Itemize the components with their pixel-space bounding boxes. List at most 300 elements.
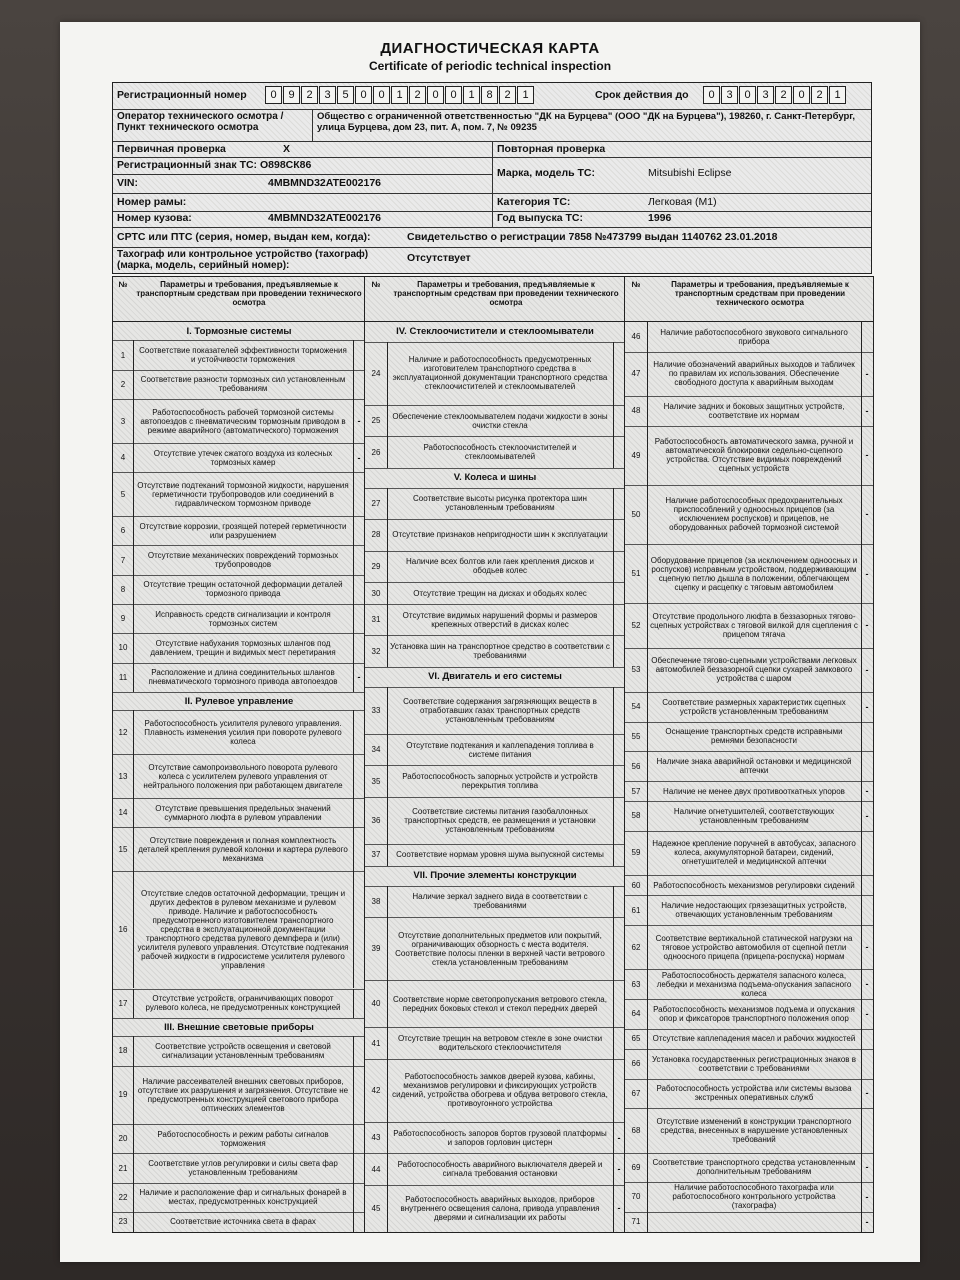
item-requirement: Оснащение транспортных средств исправными ремнями безопасности bbox=[665, 727, 843, 746]
repeat-check-label: Повторная проверка bbox=[497, 143, 606, 155]
cell-divider bbox=[353, 1183, 354, 1212]
srts-value: Свидетельство о регистрации 7858 №473799 выдан 1140762 23.01.2018 bbox=[407, 231, 778, 243]
body-value: 4MBMND32ATE002176 bbox=[268, 212, 382, 224]
column-header-params: Параметры и требования, предъявляемые к транспортным средствам при проведении технического осмотра bbox=[133, 277, 365, 322]
cell-divider bbox=[647, 781, 648, 801]
item-result-mark: - bbox=[357, 452, 361, 463]
item-number: 63 bbox=[631, 979, 641, 989]
cell-divider bbox=[861, 1153, 862, 1183]
make-model-value: Mitsubishi Eclipse bbox=[648, 167, 732, 179]
item-requirement: Соответствие высоты рисунка протектора шин установленным требованиям bbox=[413, 494, 587, 513]
operator-label: Оператор технического осмотра / Пункт технического осмотра bbox=[113, 109, 313, 141]
column-header-number: № bbox=[113, 277, 133, 322]
item-requirement bbox=[647, 1212, 861, 1232]
item-number: 60 bbox=[631, 880, 641, 890]
cell-divider bbox=[613, 687, 614, 734]
cell-divider bbox=[613, 980, 614, 1027]
cell-divider bbox=[133, 1124, 134, 1153]
item-requirement: Работоспособность запорных устройств и устройств перекрытия топлива bbox=[402, 772, 598, 791]
cell-divider bbox=[133, 754, 134, 798]
cell-divider bbox=[861, 801, 862, 831]
item-number: 15 bbox=[118, 844, 128, 854]
item-requirement: Соответствие устройств освещения и световой сигнализации установленным требованиям bbox=[155, 1041, 331, 1060]
item-requirement: Работоспособность запоров бортов грузовой платформы и запоров горловин цистерн bbox=[393, 1128, 607, 1147]
item-result-mark: - bbox=[865, 368, 869, 379]
item-number: 33 bbox=[371, 705, 381, 715]
item-requirement: Наличие огнетушителей, соответствующих установленным требованиям bbox=[673, 806, 835, 825]
item-number: 45 bbox=[371, 1203, 381, 1213]
cell-divider bbox=[353, 663, 354, 692]
digit-box: 2 bbox=[409, 86, 426, 104]
year-label: Год выпуска ТС: bbox=[497, 212, 583, 224]
cell-divider bbox=[133, 575, 134, 604]
item-number: 71 bbox=[631, 1217, 641, 1227]
cell-divider bbox=[353, 754, 354, 798]
cell-divider bbox=[133, 989, 134, 1018]
item-result-mark: - bbox=[865, 786, 869, 797]
item-result-mark: - bbox=[617, 1132, 621, 1143]
digit-box: 1 bbox=[463, 86, 480, 104]
item-number: 67 bbox=[631, 1088, 641, 1098]
item-result-mark: - bbox=[357, 672, 361, 683]
digit-box: 2 bbox=[811, 86, 828, 104]
item-number: 28 bbox=[371, 530, 381, 540]
cell-divider bbox=[387, 635, 388, 666]
cell-divider bbox=[861, 751, 862, 781]
cell-divider bbox=[861, 485, 862, 544]
cell-divider bbox=[861, 1079, 862, 1109]
cell-divider bbox=[613, 604, 614, 635]
cell-divider bbox=[387, 405, 388, 436]
cell-divider bbox=[647, 485, 648, 544]
cell-divider bbox=[353, 1124, 354, 1153]
item-result-mark bbox=[861, 831, 873, 875]
cell-divider bbox=[353, 633, 354, 662]
cell-divider bbox=[353, 472, 354, 516]
cell-divider bbox=[387, 342, 388, 405]
cell-divider bbox=[647, 1029, 648, 1049]
section-heading: IV. Стеклоочистители и стеклоомыватели bbox=[396, 326, 594, 338]
column-header-number: № bbox=[625, 277, 647, 322]
cell-divider bbox=[613, 1153, 614, 1184]
cell-divider bbox=[647, 895, 648, 925]
cell-divider bbox=[647, 1049, 648, 1079]
item-number: 16 bbox=[118, 925, 128, 935]
item-number: 29 bbox=[371, 561, 381, 571]
item-number: 2 bbox=[120, 379, 126, 389]
item-requirement: Наличие недостающих грязезащитных устройств, отвечающих установленным требованиям bbox=[661, 901, 847, 920]
cell-divider bbox=[353, 443, 354, 472]
item-requirement: Обеспечение тягово-сцепными устройствами легковых автомобилей беззазорной сцепки сухарей замкового устройства с шаром bbox=[651, 656, 857, 684]
item-requirement: Работоспособность аварийного выключателя дверей и сигнала требования остановки bbox=[397, 1160, 603, 1178]
item-number: 61 bbox=[631, 905, 641, 915]
cell-divider bbox=[861, 322, 862, 352]
category-cell bbox=[493, 194, 869, 211]
cell-divider bbox=[353, 1036, 354, 1065]
section-heading: V. Колеса и шины bbox=[453, 472, 537, 484]
digit-box: 2 bbox=[499, 86, 516, 104]
section-heading: II. Рулевое управление bbox=[184, 695, 294, 707]
cell-divider bbox=[133, 1212, 134, 1232]
item-requirement: Отсутствие набухания тормозных шлангов под давлением, трещин и видимых мест перетирания bbox=[150, 638, 336, 657]
item-number: 6 bbox=[120, 526, 126, 536]
section-heading: VII. Прочие элементы конструкции bbox=[413, 870, 577, 882]
item-number: 11 bbox=[118, 672, 128, 682]
make-model-cell bbox=[493, 157, 869, 193]
item-result-mark: - bbox=[865, 1191, 869, 1202]
cell-divider bbox=[613, 1059, 614, 1122]
item-requirement: Работоспособность автоматического замка, ручной и автоматической блокировки седельно-сцепного устройства. Отсутствие видимых повреждений сцепных устройств bbox=[654, 437, 854, 474]
item-number: 37 bbox=[371, 850, 381, 860]
reg-number-digits bbox=[265, 86, 535, 104]
item-requirement: Отсутствие повреждения и полная комплектность деталей крепления рулевой колонки и картера рулевого механизма bbox=[138, 835, 348, 863]
cell-divider bbox=[647, 603, 648, 647]
cell-divider bbox=[613, 734, 614, 765]
cell-divider bbox=[387, 1122, 388, 1153]
item-number: 31 bbox=[371, 615, 381, 625]
cell-divider bbox=[613, 797, 614, 844]
cell-divider bbox=[647, 751, 648, 781]
item-number: 7 bbox=[120, 555, 126, 565]
plate-make-row bbox=[113, 157, 871, 193]
primary-check-label: Первичная проверка bbox=[117, 143, 226, 155]
cell-divider bbox=[387, 1059, 388, 1122]
item-requirement: Обеспечение стеклоомывателем подачи жидкости в зоны очистки стекла bbox=[392, 411, 608, 430]
cell-divider bbox=[133, 604, 134, 633]
item-requirement: Наличие и работоспособность предусмотренных изготовителем транспортного средства в эксплуатационной документации транспортного средства стеклоочистителей и стеклоомывателей bbox=[392, 355, 608, 392]
item-result-mark bbox=[861, 322, 873, 352]
cell-divider bbox=[647, 801, 648, 831]
item-number: 57 bbox=[631, 786, 641, 796]
item-number: 66 bbox=[631, 1059, 641, 1069]
item-requirement: Работоспособность рабочей тормозной системы автопоездов с пневматическим тормозным приводом в режиме аварийного (автоматического) торможения bbox=[140, 407, 346, 435]
item-result-mark: - bbox=[865, 568, 869, 579]
tacho-value: Отсутствует bbox=[407, 252, 471, 264]
cell-divider bbox=[133, 1183, 134, 1212]
cell-divider bbox=[613, 765, 614, 796]
cell-divider bbox=[647, 831, 648, 875]
cell-divider bbox=[387, 582, 388, 604]
cell-divider bbox=[387, 980, 388, 1027]
cell-divider bbox=[387, 519, 388, 550]
item-result-mark bbox=[861, 1108, 873, 1152]
item-number: 26 bbox=[371, 447, 381, 457]
item-requirement: Отсутствие превышения предельных значений суммарного люфта в рулевом управлении bbox=[155, 803, 331, 822]
cell-divider bbox=[387, 844, 388, 866]
item-number: 9 bbox=[120, 614, 126, 624]
item-number: 41 bbox=[371, 1038, 381, 1048]
item-result-mark: - bbox=[865, 701, 869, 712]
cell-divider bbox=[387, 604, 388, 635]
item-number: 59 bbox=[631, 848, 641, 858]
cell-divider bbox=[387, 551, 388, 582]
item-number: 64 bbox=[631, 1009, 641, 1019]
item-result-mark bbox=[861, 875, 873, 895]
cell-divider bbox=[133, 663, 134, 692]
item-requirement: Отсутствие утечек сжатого воздуха из колесных тормозных камер bbox=[153, 448, 333, 467]
cell-divider bbox=[353, 989, 354, 1018]
item-requirement: Наличие всех болтов или гаек крепления дисков и ободьев колес bbox=[406, 557, 594, 576]
item-requirement: Соответствие показателей эффективности торможения и устойчивости торможения bbox=[139, 346, 347, 365]
cell-divider bbox=[647, 692, 648, 722]
make-model-label: Марка, модель ТС: bbox=[497, 167, 596, 179]
item-number: 10 bbox=[118, 643, 128, 653]
frame-label: Номер рамы: bbox=[113, 194, 493, 211]
cell-divider bbox=[353, 1212, 354, 1232]
column-header-params: Параметры и требования, предъявляемые к транспортным средствам при проведении технического осмотра bbox=[387, 277, 625, 322]
cell-divider bbox=[353, 1153, 354, 1182]
item-number: 65 bbox=[631, 1034, 641, 1044]
column-divider bbox=[624, 277, 625, 1232]
item-requirement: Работоспособность механизмов подъема и опускания опор и фиксаторов транспортного положения опор bbox=[653, 1004, 855, 1023]
item-number: 42 bbox=[371, 1085, 381, 1095]
cell-divider bbox=[861, 722, 862, 752]
item-number: 38 bbox=[371, 896, 381, 906]
cell-divider bbox=[647, 396, 648, 426]
item-requirement: Работоспособность усилителя рулевого управления. Плавность изменения усилия при повороте рулевого колеса bbox=[144, 718, 342, 746]
item-requirement: Исправность средств сигнализации и контроля тормозных систем bbox=[155, 609, 331, 628]
cell-divider bbox=[353, 545, 354, 574]
item-number: 48 bbox=[631, 406, 641, 416]
item-number: 35 bbox=[371, 776, 381, 786]
item-number: 34 bbox=[371, 745, 381, 755]
item-requirement: Работоспособность держателя запасного колеса, лебедки и механизма подъема-опускания запасного колеса bbox=[656, 970, 852, 998]
cell-divider bbox=[353, 399, 354, 443]
cell-divider bbox=[647, 426, 648, 485]
digit-box: 0 bbox=[739, 86, 756, 104]
cell-divider bbox=[613, 519, 614, 550]
operator-row bbox=[113, 109, 871, 142]
cell-divider bbox=[861, 875, 862, 895]
reg-number-label: Регистрационный номер bbox=[117, 89, 247, 101]
cell-divider bbox=[613, 342, 614, 405]
item-number: 5 bbox=[120, 489, 126, 499]
digit-box: 0 bbox=[445, 86, 462, 104]
item-number: 44 bbox=[371, 1164, 381, 1174]
item-requirement: Наличие знака аварийной остановки и медицинской аптечки bbox=[656, 757, 852, 776]
item-result-mark: - bbox=[865, 1008, 869, 1019]
valid-until-digits bbox=[703, 86, 847, 104]
year-value: 1996 bbox=[648, 212, 672, 224]
digit-box: 0 bbox=[793, 86, 810, 104]
item-number: 51 bbox=[631, 569, 641, 579]
item-requirement: Работоспособность механизмов регулировки сидений bbox=[653, 880, 855, 890]
item-number: 8 bbox=[120, 584, 126, 594]
item-requirement: Работоспособность стеклоочистителей и стеклоомывателей bbox=[423, 443, 577, 462]
cell-divider bbox=[647, 969, 648, 999]
item-number: 3 bbox=[120, 416, 126, 426]
reg-sign-cell bbox=[113, 157, 493, 175]
cell-divider bbox=[133, 1036, 134, 1065]
item-requirement: Соответствие системы питания газобаллонных транспортных средств, ее размещения и установки установленным требованиям bbox=[404, 807, 596, 834]
cell-divider bbox=[133, 340, 134, 369]
reg-number-row bbox=[113, 83, 871, 110]
digit-box: 3 bbox=[721, 86, 738, 104]
cell-divider bbox=[133, 798, 134, 827]
item-result-mark bbox=[861, 1049, 873, 1079]
primary-check-mark: X bbox=[283, 143, 291, 155]
item-requirement: Оборудование прицепов (за исключением одноосных и роспусков) исправным устройством, поддерживающим сцепную петлю дышла в положении, облегчающем сцепку и расцепку с тяговым автомобилем bbox=[650, 555, 858, 592]
digit-box: 1 bbox=[391, 86, 408, 104]
item-requirement: Отсутствие трещин на дисках и ободьях колес bbox=[413, 588, 587, 598]
cell-divider bbox=[133, 516, 134, 545]
item-result-mark: - bbox=[865, 1162, 869, 1173]
item-requirement: Отсутствие трещин остаточной деформации деталей тормозного привода bbox=[143, 580, 343, 599]
item-requirement: Соответствие норме светопропускания ветрового стекла, передних боковых стекол и стекол передних дверей bbox=[393, 994, 607, 1013]
item-requirement: Соответствие вертикальной статической нагрузки на тяговое устройство автомобиля от сцепной петли одноосного прицепа (прицепа-роспуска) нормам bbox=[655, 933, 853, 961]
document-title: ДИАГНОСТИЧЕСКАЯ КАРТА bbox=[380, 40, 600, 57]
cell-divider bbox=[647, 1108, 648, 1152]
cell-divider bbox=[387, 687, 388, 734]
cell-divider bbox=[613, 1027, 614, 1058]
column-header-params: Параметры и требования, предъявляемые к транспортным средствам при проведении технического осмотра bbox=[647, 277, 873, 322]
item-number: 22 bbox=[118, 1192, 128, 1202]
section-heading: VI. Двигатель и его системы bbox=[428, 671, 562, 683]
item-requirement: Соответствие транспортного средства установленным дополнительным требованиям bbox=[652, 1158, 856, 1177]
item-number: 70 bbox=[631, 1192, 641, 1202]
digit-box: 3 bbox=[757, 86, 774, 104]
cell-divider bbox=[861, 1029, 862, 1049]
item-result-mark: - bbox=[865, 1216, 869, 1227]
cell-divider bbox=[353, 798, 354, 827]
cell-divider bbox=[387, 1153, 388, 1184]
item-requirement: Отсутствие дополнительных предметов или покрытий, ограничивающих обзорность с места водителя. Соответствие полосы пленки в верхней части ветрового стекла установленным требованиям bbox=[395, 930, 605, 967]
item-number: 12 bbox=[118, 727, 128, 737]
body-label: Номер кузова: bbox=[117, 212, 192, 224]
cell-divider bbox=[353, 1066, 354, 1125]
cell-divider bbox=[387, 1027, 388, 1058]
item-number: 32 bbox=[371, 646, 381, 656]
item-requirement: Надежное крепление поручней в автобусах, запасного колеса, аккумуляторной батареи, сидений, огнетушителей и медицинской аптечки bbox=[652, 839, 856, 867]
cell-divider bbox=[133, 472, 134, 516]
item-number: 56 bbox=[631, 761, 641, 771]
item-number: 54 bbox=[631, 702, 641, 712]
cell-divider bbox=[387, 734, 388, 765]
digit-box: 8 bbox=[481, 86, 498, 104]
item-requirement: Наличие не менее двух противооткатных упоров bbox=[663, 786, 845, 796]
srts-label: СРТС или ПТС (серия, номер, выдан кем, когда): bbox=[117, 231, 371, 243]
digit-box: 9 bbox=[283, 86, 300, 104]
item-number: 52 bbox=[631, 620, 641, 630]
item-requirement: Наличие обозначений аварийных выходов и табличек по правилам их использования. Обеспечение свободного доступа к аварийным выходам bbox=[653, 360, 855, 388]
item-number: 18 bbox=[118, 1046, 128, 1056]
item-number: 62 bbox=[631, 942, 641, 952]
valid-until-label: Срок действия до bbox=[595, 89, 689, 101]
cell-divider bbox=[613, 405, 614, 436]
body-row bbox=[113, 210, 871, 228]
cell-divider bbox=[133, 710, 134, 754]
digit-box: 1 bbox=[829, 86, 846, 104]
item-requirement: Соответствие углов регулировки и силы света фар установленным требованиям bbox=[148, 1159, 338, 1178]
item-requirement: Соответствие содержания загрязняющих веществ в отработавших газах транспортных средств установленным требованиям bbox=[403, 696, 597, 724]
item-result-mark: - bbox=[617, 1164, 621, 1174]
cell-divider bbox=[353, 827, 354, 871]
item-number: 49 bbox=[631, 450, 641, 460]
digit-box: 1 bbox=[517, 86, 534, 104]
item-requirement: Расположение и длина соединительных шлангов пневматического тормозного привода автопоездов bbox=[148, 668, 338, 687]
cell-divider bbox=[861, 352, 862, 396]
cell-divider bbox=[861, 692, 862, 722]
item-result-mark: - bbox=[865, 509, 869, 520]
item-requirement: Работоспособность устройства или системы вызова экстренных оперативных служб bbox=[656, 1084, 852, 1103]
cell-divider bbox=[353, 871, 354, 988]
item-requirement: Установка государственных регистрационных знаков в соответствии с требованиями bbox=[651, 1054, 857, 1073]
cell-divider bbox=[133, 370, 134, 399]
tacho-label: Тахограф или контрольное устройство (тахограф) (марка, модель, серийный номер): bbox=[117, 249, 369, 271]
item-number: 21 bbox=[118, 1163, 128, 1173]
item-result-mark: - bbox=[865, 405, 869, 416]
cell-divider bbox=[613, 551, 614, 582]
cell-divider bbox=[613, 886, 614, 917]
section-heading: III. Внешние световые приборы bbox=[164, 1021, 314, 1033]
item-requirement: Отсутствие механических повреждений тормозных трубопроводов bbox=[147, 551, 339, 570]
item-result-mark bbox=[861, 722, 873, 752]
digit-box: 0 bbox=[427, 86, 444, 104]
item-requirement: Отсутствие подтекания и каплепадения топлива в системе питания bbox=[406, 740, 594, 759]
item-requirement: Работоспособность замков дверей кузова, кабины, механизмов регулировки и фиксирующих устройств сидений, устройства обогрева и обдува ветрового стекла, противоугонного устройства bbox=[392, 1072, 608, 1109]
item-requirement: Отсутствие трещин на ветровом стекле в зоне очистки водительского стеклоочистителя bbox=[397, 1034, 603, 1053]
item-result-mark: - bbox=[865, 810, 869, 821]
cell-divider bbox=[613, 635, 614, 666]
item-requirement: Наличие и расположение фар и сигнальных фонарей в местах, предусмотренных конструкцией bbox=[139, 1188, 347, 1207]
cell-divider bbox=[133, 443, 134, 472]
body-cell bbox=[113, 210, 493, 227]
reg-sign-value: О898СК86 bbox=[259, 159, 312, 171]
item-requirement: Отсутствие устройств, ограничивающих поворот рулевого колеса, не предусмотренных конструкцией bbox=[145, 994, 341, 1013]
item-result-mark bbox=[861, 751, 873, 781]
cell-divider bbox=[133, 1153, 134, 1182]
cell-divider bbox=[613, 488, 614, 519]
document-subtitle: Certificate of periodic technical inspection bbox=[368, 59, 612, 73]
cell-divider bbox=[861, 831, 862, 875]
cell-divider bbox=[861, 426, 862, 485]
cell-divider bbox=[613, 582, 614, 604]
cell-divider bbox=[861, 648, 862, 692]
item-requirement: Установка шин на транспортное средство в соответствии с требованиями bbox=[390, 642, 610, 660]
cell-divider bbox=[647, 1079, 648, 1109]
cell-divider bbox=[647, 544, 648, 603]
cell-divider bbox=[861, 603, 862, 647]
cell-divider bbox=[353, 710, 354, 754]
cell-divider bbox=[647, 1153, 648, 1183]
cell-divider bbox=[387, 917, 388, 980]
digit-box: 0 bbox=[703, 86, 720, 104]
item-requirement: Наличие рассеивателей внешних световых приборов, отсутствие их разрушения и загрязнения. Отсутствие не предусмотренных конструкцией светового прибора оптических элементов bbox=[137, 1076, 349, 1113]
item-requirement: Наличие задних и боковых защитных устройств, соответствие их нормам bbox=[663, 401, 845, 420]
vehicle-header-block bbox=[112, 82, 872, 274]
digit-box: 0 bbox=[265, 86, 282, 104]
cell-divider bbox=[387, 488, 388, 519]
item-number: 4 bbox=[120, 453, 126, 463]
cell-divider bbox=[353, 370, 354, 399]
cell-divider bbox=[613, 1185, 614, 1232]
item-requirement: Отсутствие коррозии, грозящей потерей герметичности или разрушением bbox=[139, 521, 347, 540]
digit-box: 0 bbox=[355, 86, 372, 104]
cell-divider bbox=[613, 917, 614, 980]
item-requirement: Отсутствие признаков непригодности шин к эксплуатации bbox=[392, 530, 608, 540]
cell-divider bbox=[613, 1122, 614, 1153]
operator-value: Общество с ограниченной ответственностью "ДК на Бурцева" (ООО "ДК на Бурцева"), 198260, г. Санкт-Петербург, улица Бурцева, дом 23, пит. А, пом. 7, № 09235 bbox=[317, 111, 856, 133]
cell-divider bbox=[647, 999, 648, 1029]
cell-divider bbox=[861, 925, 862, 969]
cell-divider bbox=[861, 781, 862, 801]
cell-divider bbox=[647, 1182, 648, 1212]
item-requirement: Отсутствие продольного люфта в беззазорных тягово-сцепных устройствах с тяговой вилкой для сцепления с прицепом тягача bbox=[650, 611, 858, 639]
cell-divider bbox=[387, 797, 388, 844]
cell-divider bbox=[133, 633, 134, 662]
item-requirement: Отсутствие подтеканий тормозной жидкости, нарушения герметичности трубопроводов или соединений в гидравлическом тормозном приводе bbox=[137, 480, 349, 508]
item-requirement: Соответствие разности тормозных сил установленным требованиям bbox=[140, 375, 346, 394]
